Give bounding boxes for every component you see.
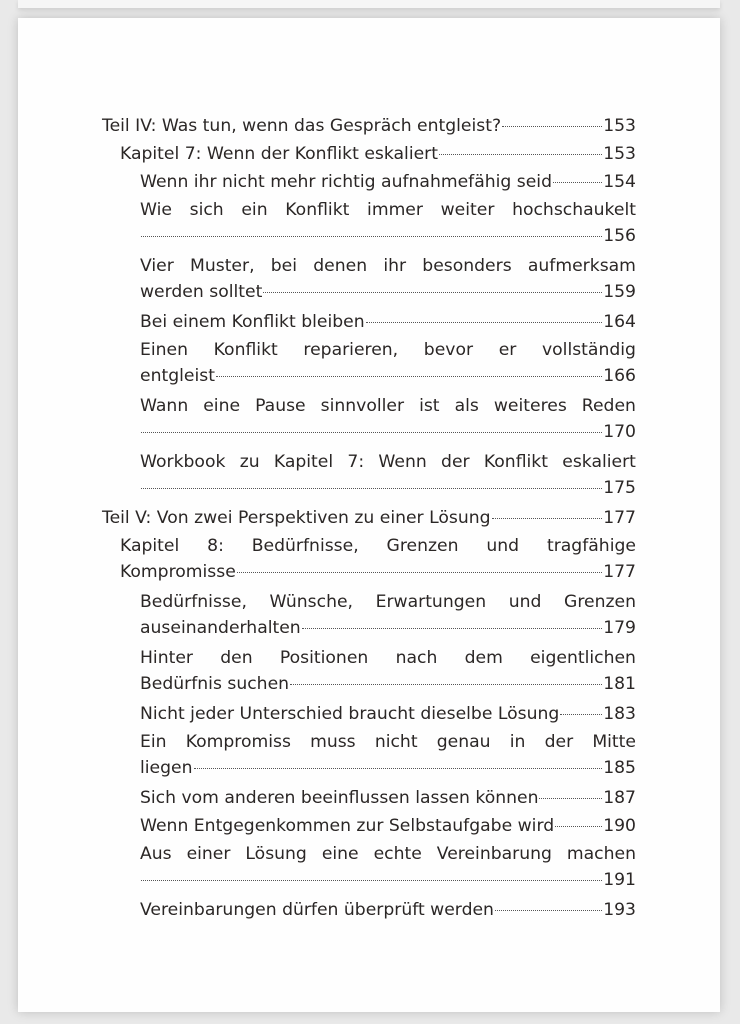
toc-page-number: 170 (603, 422, 636, 442)
toc-section-entry[interactable] (140, 169, 636, 195)
toc-entry-title: Bei einem Konflikt bleiben (140, 312, 365, 332)
toc-chapter-entry[interactable] (120, 141, 636, 167)
toc-entry-title: Vereinbarungen dürfen überprüft werden (140, 900, 494, 920)
toc-entry-title: auseinanderhalten (140, 618, 301, 638)
toc-entry-title-line: Ein Kompromiss muss nicht genau in der Mitte (140, 732, 636, 752)
toc-entry-title-line: Einen Konflikt reparieren, bevor er vollständig (140, 340, 636, 360)
toc-page-number: 193 (603, 900, 636, 920)
toc-section-entry[interactable] (140, 645, 636, 697)
toc-entry-title: Wenn ihr nicht mehr richtig aufnahmefähig seid (140, 172, 552, 192)
toc-page-number: 179 (603, 618, 636, 638)
dot-leader (539, 797, 602, 799)
toc-entry-title: Teil IV: Was tun, wenn das Gespräch entgleist? (102, 116, 502, 136)
dot-leader (263, 291, 602, 293)
dot-leader (495, 909, 602, 911)
book-page (18, 18, 720, 1012)
dot-leader (141, 879, 602, 881)
dot-leader (439, 153, 602, 155)
toc-page-number: 183 (603, 704, 636, 724)
dot-leader (502, 125, 602, 127)
toc-page-number: 156 (603, 226, 636, 246)
toc-page-number: 175 (603, 478, 636, 498)
toc-entry-title-line: Workbook zu Kapitel 7: Wenn der Konflikt eskaliert (140, 452, 636, 472)
toc-entry-title: Sich vom anderen beeinflussen lassen können (140, 788, 539, 808)
toc-entry-title: Teil V: Von zwei Perspektiven zu einer Lösung (102, 508, 491, 528)
toc-section-entry[interactable] (140, 253, 636, 305)
toc-section-entry[interactable] (140, 841, 636, 893)
toc-section-entry[interactable] (140, 197, 636, 249)
dot-leader (302, 627, 602, 629)
toc-part-entry[interactable] (102, 505, 636, 531)
toc-section-entry[interactable] (140, 589, 636, 641)
dot-leader (366, 321, 603, 323)
toc-page-number: 153 (603, 144, 636, 164)
dot-leader (290, 683, 602, 685)
toc-section-entry[interactable] (140, 337, 636, 389)
toc-entry-title: Kompromisse (120, 562, 236, 582)
toc-page-number: 190 (603, 816, 636, 836)
dot-leader (216, 375, 602, 377)
toc-entry-title-line: Wie sich ein Konflikt immer weiter hochschaukelt (140, 200, 636, 220)
toc-section-entry[interactable] (140, 785, 636, 811)
toc-chapter-entry[interactable] (120, 533, 636, 585)
toc-part-entry[interactable] (102, 113, 636, 139)
toc-page-number: 154 (603, 172, 636, 192)
previous-page-edge (18, 0, 720, 8)
toc-page-number: 187 (603, 788, 636, 808)
toc-section-entry[interactable] (140, 701, 636, 727)
dot-leader (141, 431, 602, 433)
toc-section-entry[interactable] (140, 393, 636, 445)
toc-page-number: 181 (603, 674, 636, 694)
toc-entry-title-line: Kapitel 8: Bedürfnisse, Grenzen und tragfähige (120, 536, 636, 556)
toc-page-number: 177 (603, 508, 636, 528)
toc-entry-title: Bedürfnis suchen (140, 674, 290, 694)
toc-page-number: 153 (603, 116, 636, 136)
toc-entry-title-line: Aus einer Lösung eine echte Vereinbarung machen (140, 844, 636, 864)
toc-entry-title: werden solltet (140, 282, 263, 302)
dot-leader (141, 487, 602, 489)
toc-page-number: 177 (603, 562, 636, 582)
toc-section-entry[interactable] (140, 309, 636, 335)
toc-section-entry[interactable] (140, 449, 636, 501)
toc-page-number: 191 (603, 870, 636, 890)
toc-entry-title-line: Wann eine Pause sinnvoller ist als weiteres Reden (140, 396, 636, 416)
toc-page-number: 159 (603, 282, 636, 302)
toc-entry-title: Kapitel 7: Wenn der Konflikt eskaliert (120, 144, 438, 164)
toc-section-entry[interactable] (140, 897, 636, 923)
toc-section-entry[interactable] (140, 729, 636, 781)
toc-entry-title-line: Hinter den Positionen nach dem eigentlichen (140, 648, 636, 668)
toc-page-number: 166 (603, 366, 636, 386)
dot-leader (237, 571, 602, 573)
toc-entry-title-line: Vier Muster, bei denen ihr besonders aufmerksam (140, 256, 636, 276)
dot-leader (492, 517, 603, 519)
dot-leader (555, 825, 602, 827)
dot-leader (194, 767, 603, 769)
dot-leader (553, 181, 602, 183)
toc-page-number: 164 (603, 312, 636, 332)
toc-entry-title-line: Bedürfnisse, Wünsche, Erwartungen und Grenzen (140, 592, 636, 612)
toc-entry-title: Nicht jeder Unterschied braucht dieselbe Lösung (140, 704, 560, 724)
toc-section-entry[interactable] (140, 813, 636, 839)
dot-leader (141, 235, 602, 237)
toc-entry-title: liegen (140, 758, 193, 778)
toc-entry-title: Wenn Entgegenkommen zur Selbstaufgabe wird (140, 816, 555, 836)
toc-entry-title: entgleist (140, 366, 215, 386)
toc-page-number: 185 (603, 758, 636, 778)
dot-leader (560, 713, 602, 715)
